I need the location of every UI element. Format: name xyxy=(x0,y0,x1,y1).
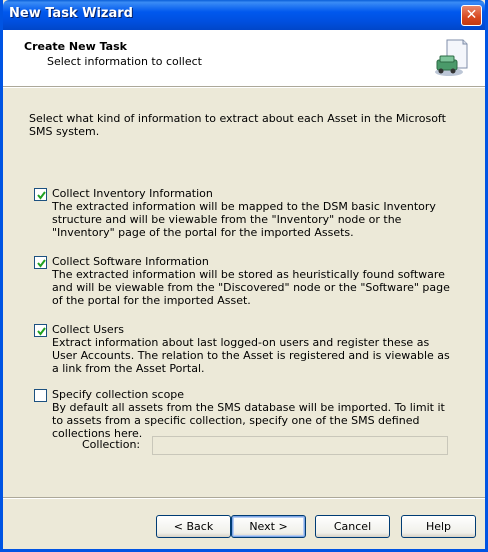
collection-input[interactable] xyxy=(152,436,448,455)
scope-label[interactable]: Specify collection scope xyxy=(52,388,185,401)
close-button[interactable] xyxy=(461,5,482,26)
cancel-button[interactable]: Cancel xyxy=(315,515,390,538)
wizard-header xyxy=(3,30,485,87)
inventory-description: The extracted information will be mapped to the DSM basic Inventory structure and will be viewable from the "Inventory" node or the "Inventory" page of the portal for the imported Assets. xyxy=(52,200,436,239)
collection-label: Collection: xyxy=(82,438,141,451)
next-button[interactable]: Next > xyxy=(231,515,306,538)
software-checkbox[interactable] xyxy=(34,256,47,269)
title-bar[interactable] xyxy=(3,0,485,30)
checkmark-icon xyxy=(36,190,47,201)
header-divider xyxy=(3,87,485,88)
back-button[interactable]: < Back xyxy=(156,515,231,538)
computer-network-icon xyxy=(433,38,469,78)
help-button[interactable]: Help xyxy=(401,515,476,538)
software-label[interactable]: Collect Software Information xyxy=(52,255,209,268)
intro-text: Select what kind of information to extract about each Asset in the Microsoft SMS system. xyxy=(29,112,446,138)
window-title: New Task Wizard xyxy=(9,6,133,21)
inventory-checkbox[interactable] xyxy=(34,188,47,201)
checkmark-icon xyxy=(36,326,47,337)
scope-description: By default all assets from the SMS database will be imported. To limit it to assets from a specific collection, specify one of the SMS defined collections here. xyxy=(52,401,445,440)
users-checkbox[interactable] xyxy=(34,324,47,337)
inventory-label[interactable]: Collect Inventory Information xyxy=(52,187,213,200)
page-title: Create New Task xyxy=(24,40,127,53)
close-icon: ✕ xyxy=(465,7,478,23)
checkmark-icon xyxy=(36,258,47,269)
page-subtitle: Select information to collect xyxy=(47,55,202,68)
users-label[interactable]: Collect Users xyxy=(52,323,124,336)
software-description: The extracted information will be stored as heuristically found software and will be viewable from the "Discovered" node or the "Software" page of the portal for the imported Asset. xyxy=(52,268,450,307)
scope-checkbox[interactable] xyxy=(34,389,47,402)
users-description: Extract information about last logged-on users and register these as User Accounts. The relation to the Asset is registered and is viewable as a link from the Asset Portal. xyxy=(52,336,450,375)
